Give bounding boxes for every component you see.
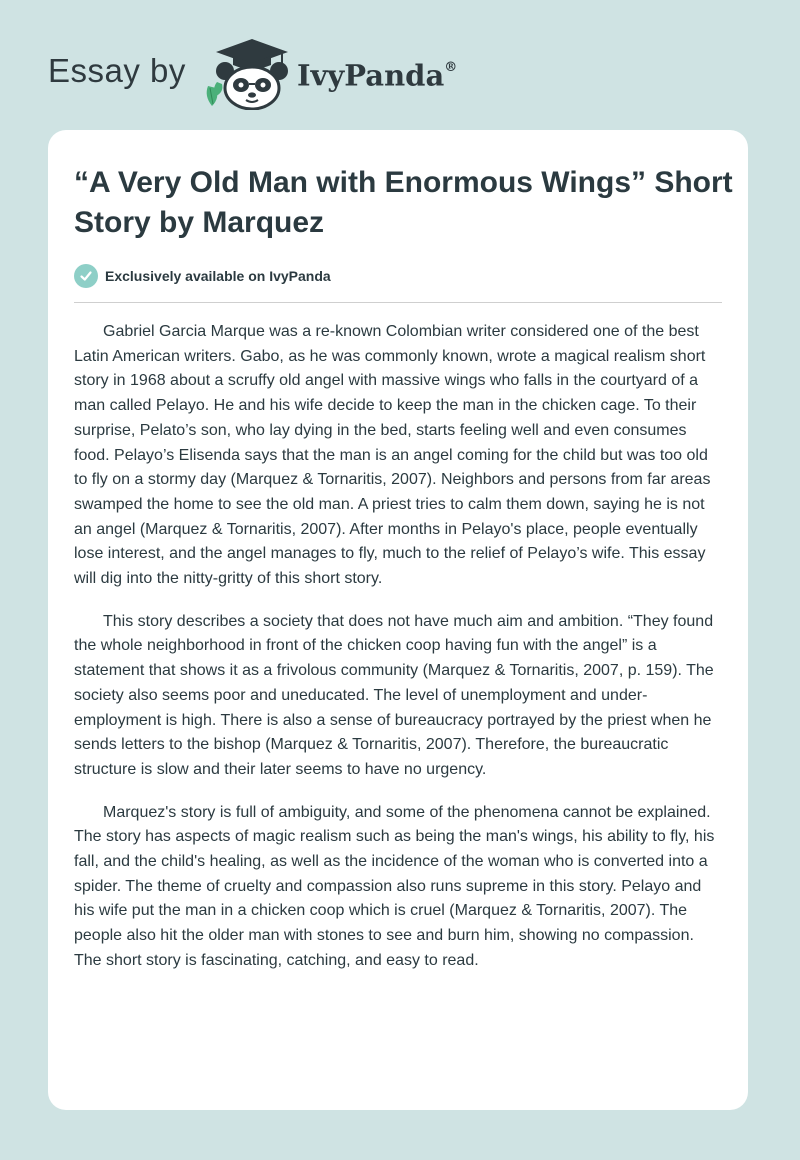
brand-name[interactable] [297, 52, 457, 96]
paragraph: Gabriel Garcia Marque was a re-known Colombian writer considered one of the best Latin American writers. Gabo, as he was commonly known, wrote a magical realism short story in 1968 about a scruffy old angel with massive wings who falls in the courtyard of a man called Pelayo. He and his wife decide to keep the man in the chicken cage. To their surprise, Pelato’s son, who lay dying in the bed, starts feeling well and even consumes food. Pelayo’s Elisenda says that the man is an angel coming for the child but was too old to fly on a stormy day (Marquez & Tornaritis, 2007). Neighbors and persons from far areas swamped the home to see the old man. A priest tries to calm them down, saying he is not an angel (Marquez & Tornaritis, 2007). After months in Pelayo's place, people eventually lose interest, and the angel manages to fly, much to the relief of Pelayo’s wife. This essay will dig into the nitty-gritty of this short story. [74, 323, 711, 588]
brand-prefix: Essay by [48, 52, 186, 89]
paragraph: This story describes a society that does not have much aim and ambition. “They found the whole neighborhood in front of the chicken coop having fun with the angel” is a statement that shows it as a frivolous community (Marquez & Tornaritis, 2007, p. 159). The society also seems poor and uneducated. The level of unemployment and under-employment is high. There is also a sense of bureaucracy portrayed by the priest when he sends letters to the bishop (Marquez & Tornaritis, 2007). Therefore, the bureaucratic structure is slow and their later seems to have no urgency. [74, 612, 714, 778]
paragraph: Marquez's story is full of ambiguity, and some of the phenomena cannot be explained. The story has aspects of magic realism such as being the man's wings, his ability to fly, his fall, and the child's healing, as well as the incidence of the woman who is converted into a spider. The theme of cruelty and compassion also runs supreme in this story. Pelayo and his wife put the man in a chicken coop which is cruel (Marquez & Tornaritis, 2007). The people also hit the older man with stones to see and burn him, showing no compassion. The short story is fascinating, catching, and easy to read. [74, 803, 715, 969]
check-icon [74, 264, 98, 288]
exclusive-badge [74, 263, 331, 289]
registered-mark: ® [444, 60, 458, 75]
essay-body [74, 320, 722, 992]
essay-card [48, 130, 748, 1110]
essay-title: “A Very Old Man with Enormous Wings” Short Story by Marquez [74, 166, 733, 239]
site-header [0, 0, 800, 130]
panda-graduate-icon[interactable] [202, 36, 294, 110]
brand-name-text: IvyPanda [297, 58, 445, 93]
divider [74, 302, 722, 303]
badge-text: Exclusively available on IvyPanda [105, 268, 331, 284]
